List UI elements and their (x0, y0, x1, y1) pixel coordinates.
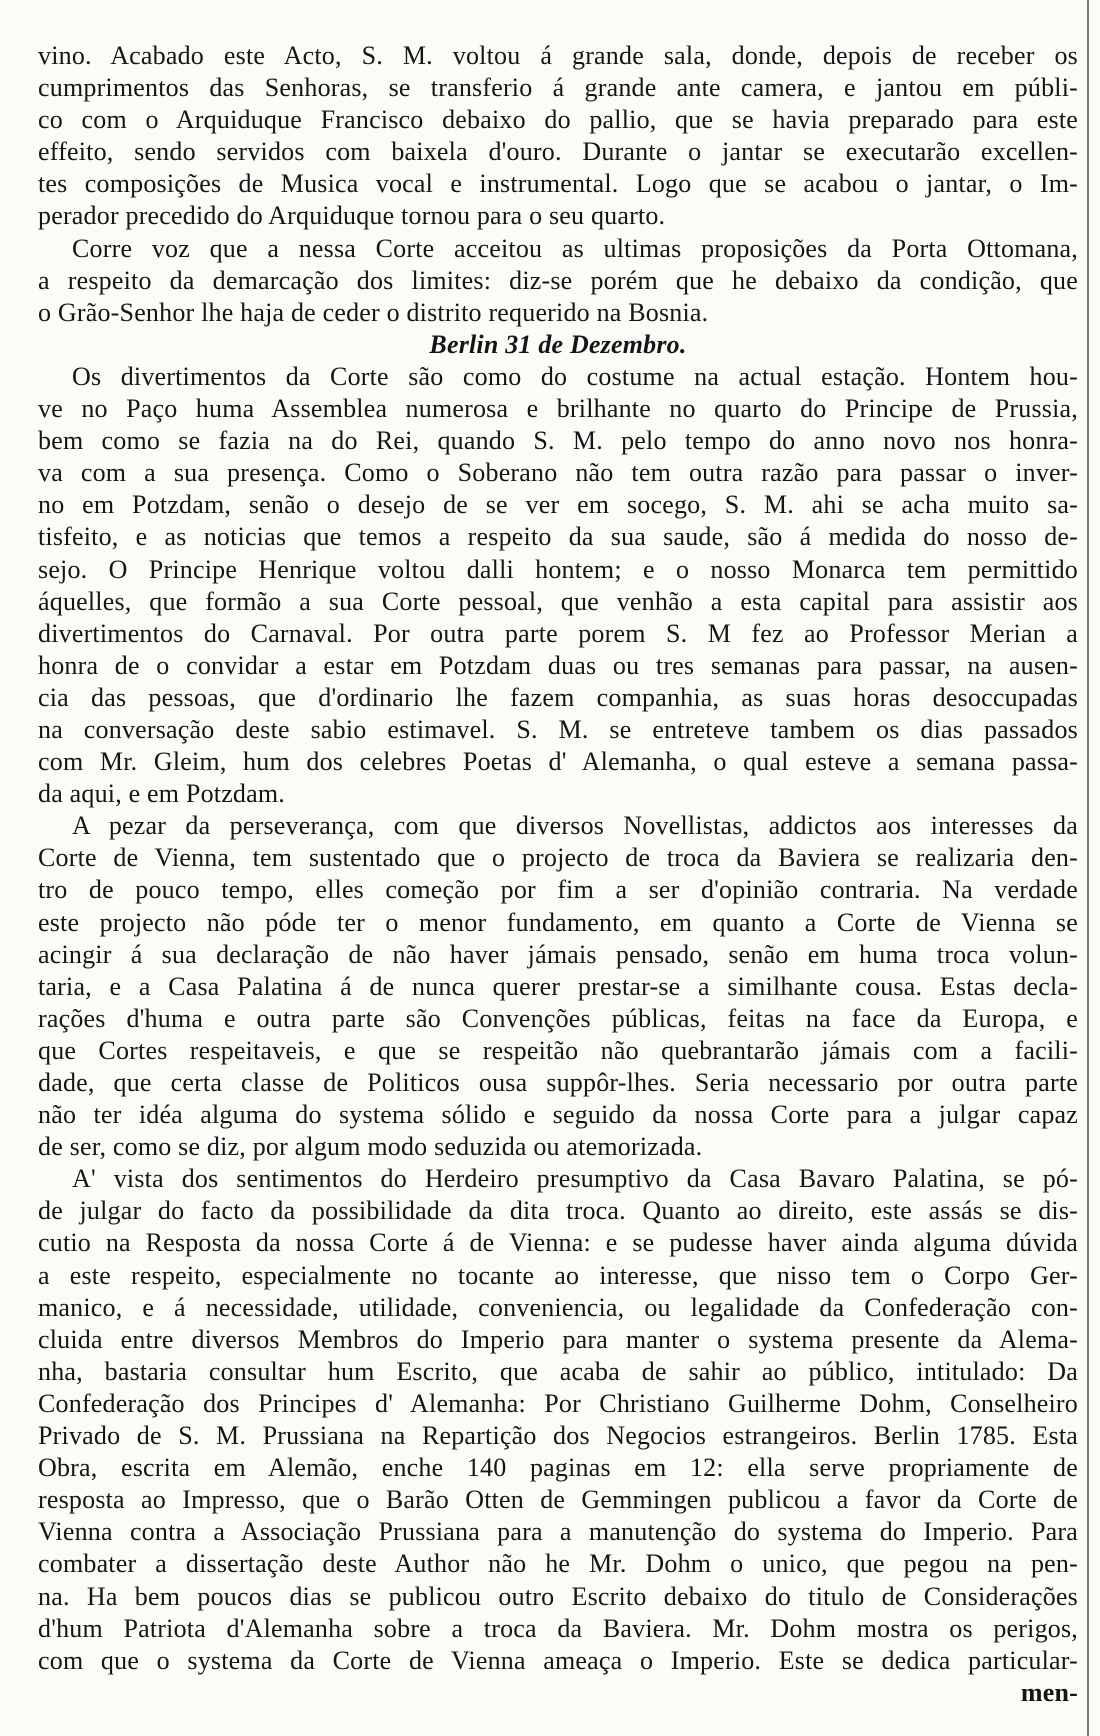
text-line: de julgar do facto da possibilidade da dita troca. Quanto ao direito, este assás se dis- (38, 1196, 1078, 1226)
text-line: divertimentos do Carnaval. Por outra parte porem S. M fez ao Professor Merian a (38, 618, 1078, 648)
text-line: perador precedido do Arquiduque tornou para o seu quarto. (38, 201, 666, 231)
right-margin-rule (1087, 0, 1089, 1736)
text-line: a respeito da demarcação dos limites: diz-se porém que he debaixo da condição, que (38, 265, 1078, 295)
text-line: não ter idéa alguma do systema sólido e seguido da nossa Corte para a julgar capaz (38, 1100, 1078, 1130)
text-line: da aqui, e em Potzdam. (38, 779, 285, 809)
catchword: men- (1020, 1677, 1078, 1707)
text-line: o Grão-Senhor lhe haja de ceder o distrito requerido na Bosnia. (38, 297, 709, 327)
text-line: Corte de Vienna, tem sustentado que o projecto de troca da Baviera se realizaria den- (38, 843, 1078, 873)
text-line: va com a sua presença. Como o Soberano não tem outra razão para passar o inver- (38, 458, 1078, 488)
text-line: Os divertimentos da Corte são como do costume na actual estação. Hontem hou- (72, 361, 1078, 391)
text-line: a este respeito, especialmente no tocante ao interesse, que nisso tem o Corpo Ger- (38, 1260, 1078, 1290)
text-line: rações d'huma e outra parte são Convenções públicas, feitas na face da Europa, e (38, 1003, 1078, 1033)
text-line: que Cortes respeitaveis, e que se respeitão não quebrantarão jámais com a facili- (38, 1035, 1078, 1065)
text-line: ve no Paço huma Assemblea numerosa e brilhante no quarto do Principe de Prussia, (38, 394, 1078, 424)
text-line: Obra, escrita em Alemão, enche 140 paginas em 12: ella serve propriamente de (38, 1453, 1078, 1483)
paragraph-ottoman (38, 233, 1078, 329)
text-line: com Mr. Gleim, hum dos celebres Poetas d' Alemanha, o qual esteve a semana passa- (38, 747, 1078, 777)
text-line: com que o systema da Corte de Vienna ameaça o Imperio. Este se dedica particular- (38, 1645, 1078, 1675)
text-line: A pezar da perseverança, com que diversos Novellistas, addictos aos interesses da (72, 811, 1078, 841)
text-line: taria, e a Casa Palatina á de nunca querer prestar-se a similhante cousa. Estas decla- (38, 971, 1078, 1001)
text-line: resposta ao Impresso, que o Barão Otten de Gemmingen publicou a favor da Corte de (38, 1485, 1078, 1515)
text-line: este projecto não póde ter o menor fundamento, em quanto a Corte de Vienna se (38, 907, 1078, 937)
text-line: combater a dissertação deste Author não he Mr. Dohm o unico, que pegou na pen- (38, 1549, 1078, 1579)
text-line: dade, que certa classe de Politicos ousa suppôr-lhes. Seria necessario por outra parte (38, 1068, 1078, 1097)
text-line: tro de pouco tempo, elles começão por fim a ser d'opinião contraria. Na verdade (38, 875, 1078, 905)
text-line: A' vista dos sentimentos do Herdeiro presumptivo da Casa Bavaro Palatina, se pó- (72, 1164, 1078, 1194)
text-line: cluida entre diversos Membros do Imperio para manter o systema presente da Alema- (38, 1324, 1078, 1354)
text-line: effeito, sendo servidos com baixela d'ouro. Durante o jantar se executarão excellen- (38, 137, 1078, 167)
text-line: cutio na Resposta da nossa Corte á de Vienna: e se pudesse haver ainda alguma dúvida (38, 1228, 1078, 1258)
text-line: nha, bastaria consultar hum Escrito, que acaba de sahir ao público, intitulado: Da (38, 1356, 1078, 1386)
text-line: na conversação deste sabio estimavel. S. M. se entreteve tambem os dias passados (38, 714, 1078, 744)
text-line: tes composições de Musica vocal e instrumental. Logo que se acabou o jantar, o Im- (38, 169, 1078, 199)
text-line: de ser, como se diz, por algum modo seduzida ou atemorizada. (38, 1132, 703, 1162)
text-line: vino. Acabado este Acto, S. M. voltou á grande sala, donde, depois de receber os (38, 41, 1078, 70)
text-line: cumprimentos das Senhoras, se transferio á grande ante camera, e jantou em públi- (38, 73, 1078, 103)
paragraph-confederation (38, 1163, 1078, 1677)
text-line: d'hum Patriota d'Alemanha sobre a troca da Baviera. Mr. Dohm mostra os perigos, (38, 1613, 1078, 1643)
text-line: manico, e á necessidade, utilidade, conveniencia, ou legalidade da Confederação con- (38, 1292, 1078, 1322)
text-line: acingir á sua declaração de não haver jámais pensado, senão em huma troca volun- (38, 939, 1078, 969)
text-line: Privado de S. M. Prussiana na Repartição dos Negocios estrangeiros. Berlin 1785. Esta (38, 1421, 1078, 1451)
text-line: honra de o convidar a estar em Potzdam duas ou tres semanas para passar, na ausen- (38, 650, 1078, 680)
text-line: no em Potzdam, senão o desejo de se ver em socego, S. M. ahi se acha muito sa- (38, 490, 1078, 520)
text-line: sejo. O Principe Henrique voltou dalli hontem; e o nosso Monarca tem permittido (38, 554, 1078, 584)
text-line: bem como se fazia na do Rei, quando S. M. pelo tempo do anno novo nos honra- (38, 426, 1078, 456)
paragraph-ceremony (38, 40, 1078, 233)
text-column (38, 40, 1078, 1709)
text-line: co com o Arquiduque Francisco debaixo do pallio, que se havia preparado para este (38, 105, 1078, 135)
text-line: Confederação dos Principes d' Alemanha: Por Christiano Guilherme Dohm, Conselheiro (38, 1388, 1078, 1418)
text-line: tisfeito, e as noticias que temos a respeito da sua saude, são á medida do nosso de- (38, 522, 1078, 552)
paragraph-court-diversions (38, 361, 1078, 810)
text-line: Corre voz que a nessa Corte acceitou as ultimas proposições da Porta Ottomana, (72, 233, 1078, 263)
dateline-berlin: Berlin 31 de Dezembro. (429, 329, 687, 359)
paragraph-bavaria-exchange (38, 810, 1078, 1163)
text-line: áquelles, que formão a sua Corte pessoal, que venhão a esta capital para assistir aos (38, 586, 1078, 616)
text-line: na. Ha bem poucos dias se publicou outro Escrito debaixo do titulo de Considerações (38, 1581, 1078, 1611)
text-line: Vienna contra a Associação Prussiana para a manutenção do systema do Imperio. Para (38, 1517, 1078, 1547)
text-line: cia das pessoas, que d'ordinario lhe fazem companhia, as suas horas desoccupadas (38, 682, 1078, 712)
